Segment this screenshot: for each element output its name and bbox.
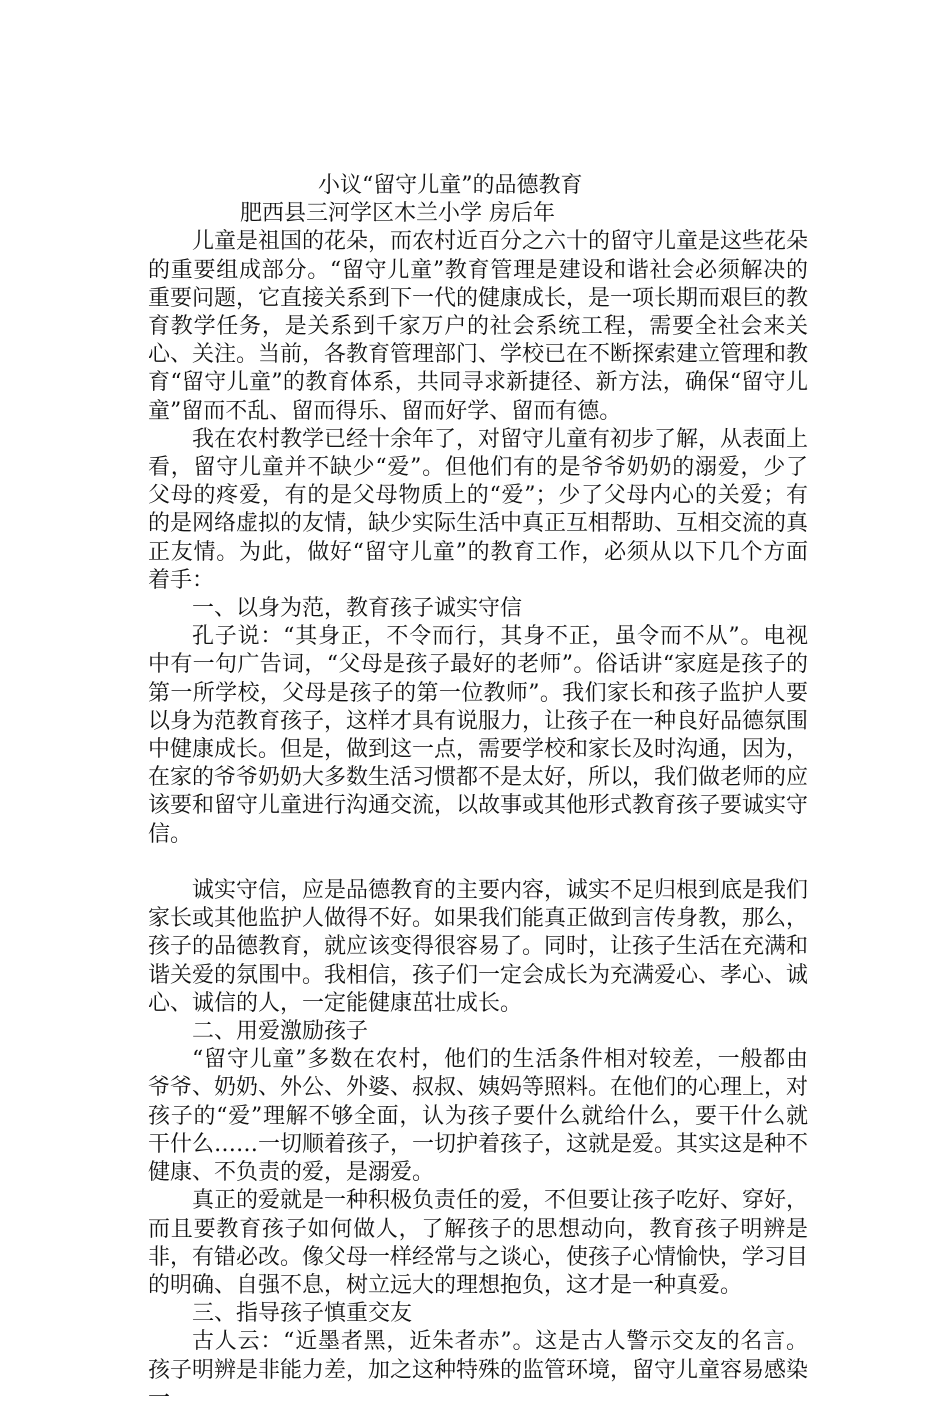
paragraph-section1-body: 孔子说：“其身正，不令而行，其身不正，虽令而不从”。电视中有一句广告词，“父母是孩子最好的老师”。俗话讲“家庭是孩子的第一所学校，父母是孩子的第一位教师”。我们家长和孩子监护人要以身为范教育孩子，这样才具有说服力，让孩子在一种良好品德氛围中健康成长。但是，做到这一点，需要学校和家长及时沟通，因为，在家的爷爷奶奶大多数生活习惯都不是太好，所以，我们做老师的应该要和留守儿童进行沟通交流，以故事或其他形式教育孩子要诚实守信。 xyxy=(148,624,809,847)
document-title: 小议“留守儿童”的品德教育 xyxy=(318,173,583,198)
section-heading-2: 二、用爱激励孩子 xyxy=(192,1019,369,1045)
section-heading-3: 三、指导孩子慎重交友 xyxy=(192,1301,413,1327)
document-author: 肥西县三河学区木兰小学 房后年 xyxy=(240,201,555,227)
paragraph-honesty: 诚实守信，应是品德教育的主要内容，诚实不足归根到底是我们家长或其他监护人做得不好。如果我们能真正做到言传身教，那么，孩子的品德教育，就应该变得很容易了。同时，让孩子生活在充满和谐关爱的氛围中。我相信，孩子们一定会成长为充满爱心、孝心、诚心、诚信的人，一定能健康茁壮成长。 xyxy=(148,878,809,1016)
paragraph-overview: 我在农村教学已经十余年了，对留守儿童有初步了解，从表面上看，留守儿童并不缺少“爱”。但他们有的是爷爷奶奶的溺爱，少了父母的疼爱，有的是父母物质上的“爱”；少了父母内心的关爱；有的是网络虚拟的友情，缺少实际生活中真正互相帮助、互相交流的真正友情。为此，做好“留守儿童”的教育工作，必须从以下几个方面着手： xyxy=(148,426,809,593)
paragraph-section3-body: 古人云：“近墨者黑，近朱者赤”。这是古人警示交友的名言。孩子明辨是非能力差，加之这种特殊的监管环境，留守儿童容易感染一 xyxy=(148,1329,809,1411)
paragraph-intro: 儿童是祖国的花朵，而农村近百分之六十的留守儿童是这些花朵的重要组成部分。“留守儿童”教育管理是建设和谐社会必须解决的重要问题，它直接关系到下一代的健康成长，是一项长期而艰巨的教育教学任务，是关系到千家万户的社会系统工程，需要全社会来关心、关注。当前，各教育管理部门、学校已在不断探索建立管理和教育“留守儿童”的教育体系，共同寻求新捷径、新方法，确保“留守儿童”留而不乱、留而得乐、留而好学、留而有德。 xyxy=(148,229,809,424)
blank-line xyxy=(148,849,808,877)
document-page xyxy=(148,172,808,1413)
paragraph-section2-body: “留守儿童”多数在农村，他们的生活条件相对较差，一般都由爷爷、奶奶、外公、外婆、叔叔、姨妈等照料。在他们的心理上，对孩子的“爱”理解不够全面，认为孩子要什么就给什么，要干什么就干什么……一切顺着孩子，一切护着孩子，这就是爱。其实这是种不健康、不负责的爱，是溺爱。 xyxy=(148,1047,809,1186)
paragraph-true-love: 真正的爱就是一种积极负责任的爱，不但要让孩子吃好、穿好，而且要教育孩子如何做人，了解孩子的思想动向，教育孩子明辨是非，有错必改。像父母一样经常与之谈心，使孩子心情愉快，学习目的明确、自强不息，树立远大的理想抱负，这才是一种真爱。 xyxy=(148,1188,809,1298)
section-heading-1: 一、以身为范，教育孩子诚实守信 xyxy=(192,596,523,622)
